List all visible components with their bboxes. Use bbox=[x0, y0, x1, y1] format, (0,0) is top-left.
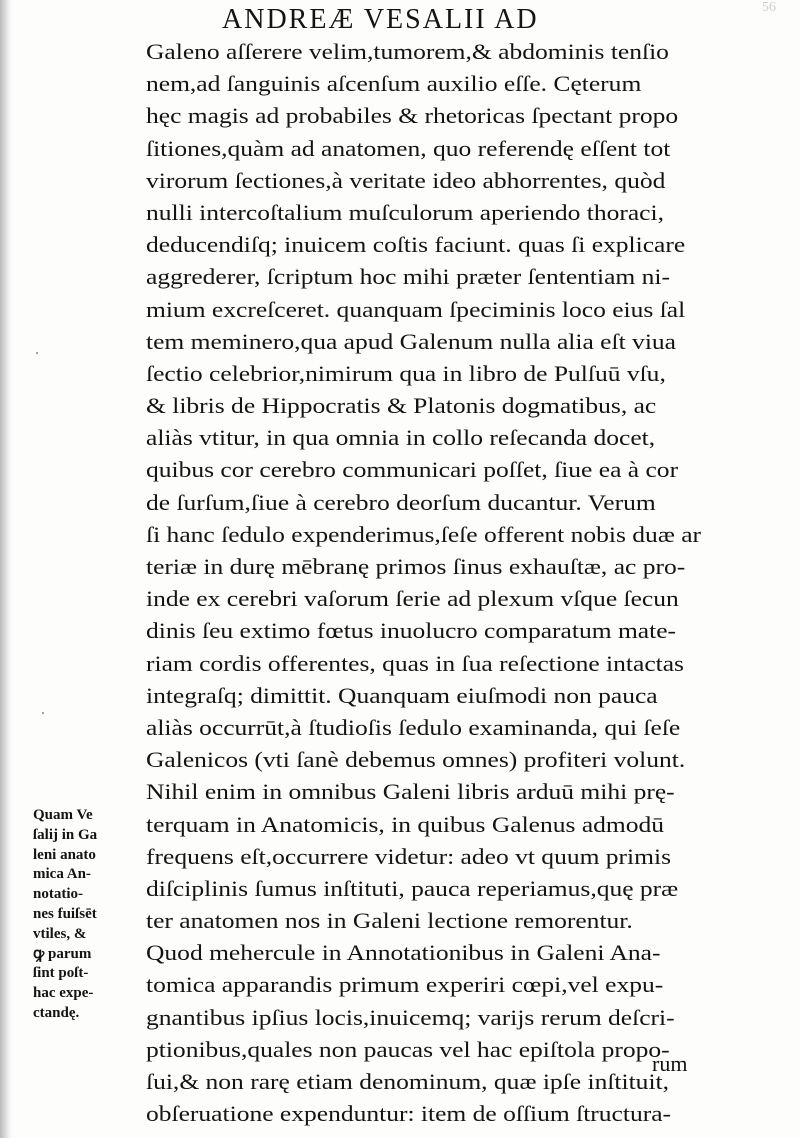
text-line: diſciplinis ſumus inſtituti, pauca reperiamus,quę præ bbox=[146, 875, 679, 901]
running-header: ANDREÆ VESALII AD bbox=[222, 4, 539, 35]
catchword: rum bbox=[652, 1051, 688, 1076]
text-line: ſitiones,quàm ad anatomen, quo referendę eſſent tot bbox=[146, 135, 671, 161]
marginal-note-line: notatio- bbox=[33, 886, 83, 903]
text-line: terquam in Anatomicis, in quibus Galenus admodū bbox=[146, 811, 665, 837]
text-line: & libris de Hippocratis & Platonis dogmatibus, ac bbox=[146, 393, 657, 419]
text-line: de ſurſum,ſiue à cerebro deorſum ducantur. Verum bbox=[146, 489, 656, 515]
text-line: integraſq; dimittit. Quanquam eiuſmodi non pauca bbox=[146, 682, 658, 708]
text-line: nulli intercoſtalium muſculorum aperiendo thoraci, bbox=[146, 199, 664, 225]
text-line: hęc magis ad probabiles & rhetoricas ſpectant propo bbox=[146, 103, 679, 129]
text-line: dinis ſeu extimo fœtus inuolucro comparatum mate- bbox=[146, 618, 677, 644]
text-line: mium excreſceret. quanquam ſpeciminis loco eius ſal bbox=[146, 296, 686, 322]
main-text-block bbox=[146, 36, 771, 1130]
marginal-note-line: hac expe- bbox=[33, 985, 94, 1002]
text-line: virorum ſectiones,à veritate ideo abhorrentes, quòd bbox=[146, 167, 666, 193]
text-line: riam cordis offerentes, quas in ſua reſectione intactas bbox=[146, 650, 684, 676]
marginal-note-line: ſint poſt- bbox=[33, 965, 89, 982]
text-line: frequens eſt,occurrere videtur: adeo vt quum primis bbox=[146, 843, 672, 869]
marginal-note-line: Quam Ve bbox=[33, 807, 93, 823]
text-line: Galeno aſſerere velim,tumorem,& abdominis tenſio bbox=[146, 39, 669, 64]
text-line: ptionibus,quales non paucas vel hac epiſtola propo- bbox=[146, 1036, 670, 1062]
marginal-note-line: ctandę. bbox=[33, 1004, 80, 1021]
marginal-note-line: nes fuiſsēt bbox=[33, 905, 97, 922]
marginal-note-line: ſalij in Ga bbox=[33, 826, 98, 843]
text-line: aggrederer, ſcriptum hoc mihi præter ſententiam ni- bbox=[146, 264, 671, 290]
text-line: ter anatomen nos in Galeni lectione remorentur. bbox=[146, 908, 633, 934]
text-line: nem,ad ſanguinis aſcenſum auxilio eſſe. Cęterum bbox=[146, 71, 642, 97]
text-line: inde ex cerebri vaſorum ſerie ad plexum vſque ſecun bbox=[146, 586, 679, 612]
marginal-note-line: ꝙ parum bbox=[33, 945, 92, 962]
text-line: teriæ in durę mēbranę primos ſinus exhauſtæ, ac pro- bbox=[146, 554, 686, 579]
text-line: Nihil enim in omnibus Galeni libris arduū mihi prę- bbox=[146, 779, 675, 805]
text-line: ſi hanc ſedulo expenderimus,ſeſe offerent nobis duæ ar bbox=[146, 521, 702, 547]
text-line: deducendiſq; inuicem coſtis faciunt. quas ſi explicare bbox=[146, 232, 686, 258]
text-line: gnantibus ipſius locis,inuicemq; varijs rerum deſcri- bbox=[146, 1004, 675, 1030]
text-line: ſectio celebrior,nimirum qua in libro de Pulſuū vſu, bbox=[146, 360, 666, 386]
text-line: obſeruatione expenduntur: item de oſſium ſtructura- bbox=[146, 1101, 672, 1127]
text-line: aliàs vtitur, in qua omnia in collo reſecanda docet, bbox=[146, 425, 656, 451]
text-line: Quod mehercule in Annotationibus in Galeni Ana- bbox=[146, 940, 661, 966]
marginal-note-line: leni anato bbox=[33, 846, 96, 863]
ink-speck bbox=[42, 712, 44, 714]
marginal-note-line: vtiles, & bbox=[33, 925, 87, 942]
marginal-note bbox=[33, 806, 133, 1024]
page-edge-shadow bbox=[0, 0, 12, 1138]
text-line: tem meminero,qua apud Galenum nulla alia eſt viua bbox=[146, 328, 676, 354]
folio-mark: 56 bbox=[762, 0, 776, 15]
text-line: aliàs occurrūt,à ſtudioſis ſedulo examinanda, qui ſeſe bbox=[146, 714, 681, 740]
marginal-note-line: mica An- bbox=[33, 866, 91, 883]
text-line: quibus cor cerebro communicari poſſet, ſiue ea à cor bbox=[146, 457, 679, 483]
text-line: ſui,& non rarę etiam denominum, quæ ipſe inſtituit, bbox=[146, 1069, 669, 1094]
ink-speck bbox=[36, 352, 38, 354]
text-line: tomica apparandis primum experiri cœpi,vel expu- bbox=[146, 972, 664, 998]
text-line: Galenicos (vti ſanè debemus omnes) profiteri volunt. bbox=[146, 747, 686, 773]
